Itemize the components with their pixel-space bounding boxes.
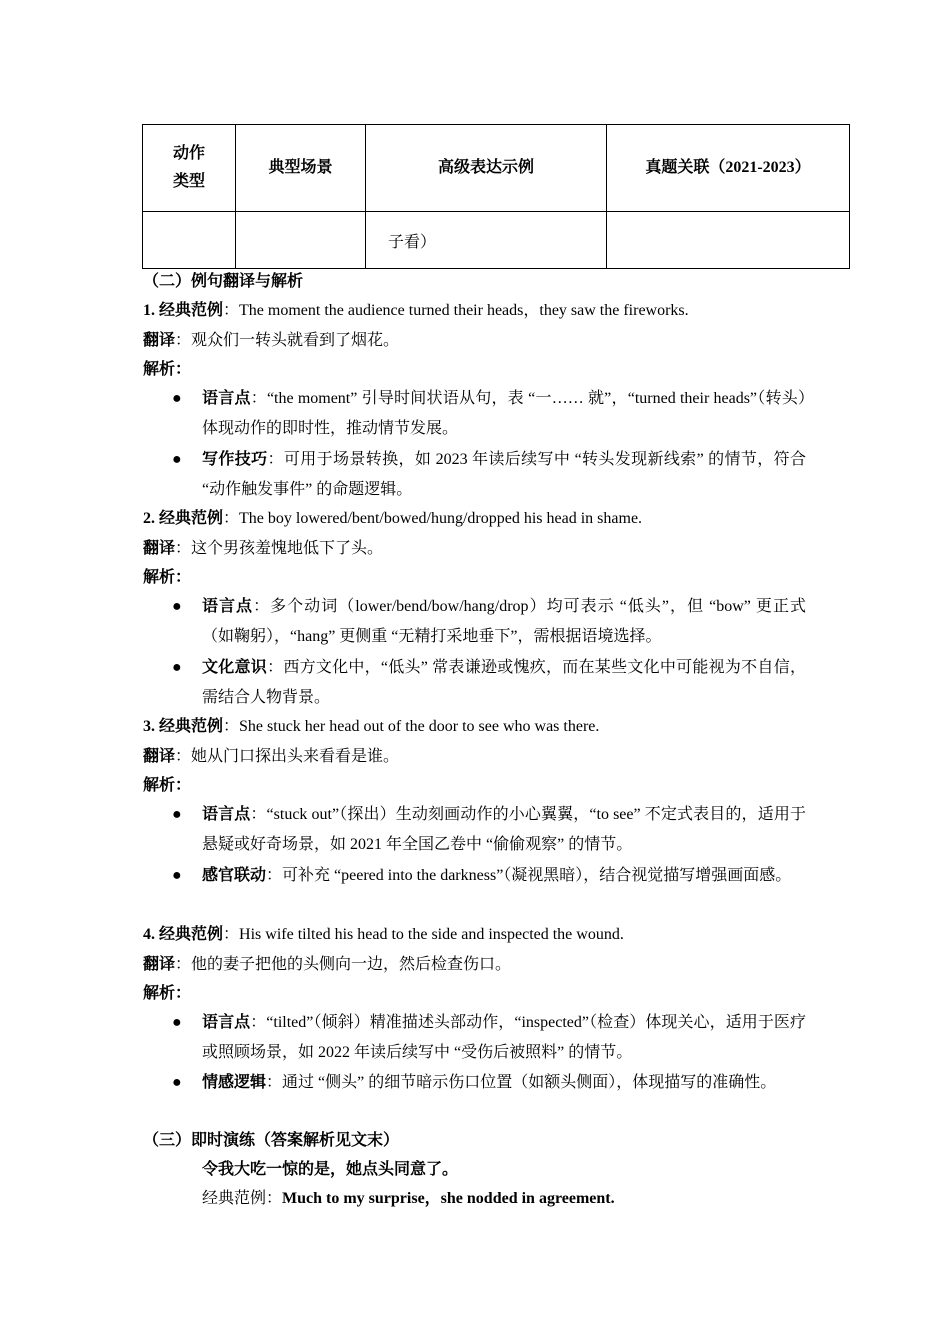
example-label: 2. 经典范例 <box>143 510 224 527</box>
practice-example-text: Much to my surprise，she nodded in agreement. <box>282 1190 615 1207</box>
point-4-1: 语言点：“tilted”（倾斜）精准描述头部动作，“inspected”（检查）体现关心，适用于医疗或照顾场景，如 2022 年读后续写中 “受伤后被照料” 的情节。 <box>202 1014 806 1061</box>
point-text: “the moment” 引导时间状语从句，表 “一…… 就”，“turned their heads”（转头）体现动作的即时性，推动情节发展。 <box>202 390 806 437</box>
example-sentence: She stuck her head out of the door to see who was there. <box>239 718 600 735</box>
bullet-icon: ● <box>172 659 182 676</box>
table-header-scene: 典型场景 <box>236 125 366 212</box>
example-1-line: 1. 经典范例：The moment the audience turned their heads，they saw the fireworks. <box>143 302 689 319</box>
translation-label: 翻译 <box>143 748 176 765</box>
bullet-icon: ● <box>172 390 182 407</box>
example-label: 4. 经典范例 <box>143 926 224 943</box>
example-sentence: The moment the audience turned their heads，they saw the fireworks. <box>239 302 689 319</box>
bullet-icon: ● <box>172 1074 182 1091</box>
bullet-icon: ● <box>172 598 182 615</box>
point-text: “stuck out”（探出）生动刻画动作的小心翼翼，“to see” 不定式表目的，适用于悬疑或好奇场景，如 2021 年全国乙卷中 “偷偷观察” 的情节。 <box>202 806 806 853</box>
analysis-3-line: 解析： <box>143 777 192 794</box>
translation-text: 他的妻子把他的头侧向一边，然后检查伤口。 <box>191 956 512 973</box>
point-3-1: 语言点：“stuck out”（探出）生动刻画动作的小心翼翼，“to see” 不定式表目的，适用于悬疑或好奇场景，如 2021 年全国乙卷中 “偷偷观察” 的情节。 <box>202 806 806 853</box>
point-label: 情感逻辑 <box>202 1074 267 1091</box>
practice-example-label: 经典范例： <box>202 1190 283 1207</box>
point-label: 语言点 <box>202 598 254 615</box>
translation-2-line: 翻译：这个男孩羞愧地低下了头。 <box>143 540 384 557</box>
section3-title: （三）即时演练（答案解析见文末） <box>143 1132 400 1149</box>
translation-3-line: 翻译：她从门口探出头来看看是谁。 <box>143 748 400 765</box>
example-sentence: His wife tilted his head to the side and inspected the wound. <box>239 926 624 943</box>
translation-text: 这个男孩羞愧地低下了头。 <box>191 540 384 557</box>
analysis-2-line: 解析： <box>143 569 192 586</box>
point-label: 感官联动 <box>202 867 267 884</box>
point-text: 可用于场景转换，如 2023 年读后续写中 “转头发现新线索” 的情节，符合 “动作触发事件” 的命题逻辑。 <box>202 451 806 498</box>
section2-title: （二）例句翻译与解析 <box>143 273 304 290</box>
point-2-1: 语言点：多个动词（lower/bend/bow/hang/drop）均可表示 “低头”，但 “bow” 更正式（如鞠躬），“hang” 更侧重 “无精打采地垂下”，需根据语境选择。 <box>202 598 806 645</box>
point-label: 语言点 <box>202 390 251 407</box>
practice-prompt: 令我大吃一惊的是，她点头同意了。 <box>202 1161 459 1178</box>
bullet-icon: ● <box>172 1014 182 1031</box>
analysis-4-line: 解析： <box>143 985 192 1002</box>
table-header-expression: 高级表达示例 <box>366 125 607 212</box>
practice-example-line <box>202 1189 615 1209</box>
bullet-icon: ● <box>172 867 182 884</box>
point-label: 文化意识 <box>202 659 268 676</box>
table-cell <box>607 212 850 269</box>
table-cell <box>143 212 236 269</box>
translation-4-line: 翻译：他的妻子把他的头侧向一边，然后检查伤口。 <box>143 956 512 973</box>
bullet-icon: ● <box>172 451 182 468</box>
table-cell <box>236 212 366 269</box>
table-cell-continuation: 子看） <box>366 212 607 269</box>
header-line-1: 动作 <box>172 145 205 162</box>
translation-label: 翻译 <box>143 540 176 557</box>
point-text: 通过 “侧头” 的细节暗示伤口位置（如额头侧面），体现描写的准确性。 <box>282 1074 777 1091</box>
point-label: 语言点 <box>202 806 251 823</box>
bullet-icon: ● <box>172 806 182 823</box>
analysis-1-line: 解析： <box>143 361 192 378</box>
point-text: 西方文化中，“低头” 常表谦逊或愧疚，而在某些文化中可能视为不自信，需结合人物背景。 <box>202 659 806 706</box>
point-text: “tilted”（倾斜）精准描述头部动作，“inspected”（检查）体现关心，适用于医疗或照顾场景，如 2022 年读后续写中 “受伤后被照料” 的情节。 <box>202 1014 806 1061</box>
example-3-line: 3. 经典范例：She stuck her head out of the door to see who was there. <box>143 718 600 735</box>
header-line-2: 类型 <box>172 173 205 190</box>
example-label: 3. 经典范例 <box>143 718 224 735</box>
translation-text: 观众们一转头就看到了烟花。 <box>191 332 400 349</box>
point-label: 语言点 <box>202 1014 251 1031</box>
example-sentence: The boy lowered/bent/bowed/hung/dropped his head in shame. <box>239 510 643 527</box>
translation-label: 翻译 <box>143 332 176 349</box>
table-header-action-type <box>143 125 236 212</box>
point-label: 写作技巧 <box>202 451 268 468</box>
translation-text: 她从门口探出头来看看是谁。 <box>191 748 400 765</box>
translation-1-line: 翻译：观众们一转头就看到了烟花。 <box>143 332 400 349</box>
point-1-1: 语言点：“the moment” 引导时间状语从句，表 “一…… 就”，“turned their heads”（转头）体现动作的即时性，推动情节发展。 <box>202 390 806 437</box>
point-2-2: 文化意识：西方文化中，“低头” 常表谦逊或愧疚，而在某些文化中可能视为不自信，需结合人物背景。 <box>202 659 806 706</box>
translation-label: 翻译 <box>143 956 176 973</box>
point-1-2: 写作技巧：可用于场景转换，如 2023 年读后续写中 “转头发现新线索” 的情节，符合 “动作触发事件” 的命题逻辑。 <box>202 451 806 498</box>
point-4-2: 情感逻辑：通过 “侧头” 的细节暗示伤口位置（如额头侧面），体现描写的准确性。 <box>202 1074 777 1091</box>
example-label: 1. 经典范例 <box>143 302 224 319</box>
example-2-line: 2. 经典范例：The boy lowered/bent/bowed/hung/dropped his head in shame. <box>143 510 643 527</box>
table-row <box>143 212 850 269</box>
point-text: 多个动词（lower/bend/bow/hang/drop）均可表示 “低头”，但 “bow” 更正式（如鞠躬），“hang” 更侧重 “无精打采地垂下”，需根据语境选择。 <box>202 598 806 645</box>
point-3-2: 感官联动：可补充 “peered into the darkness”（凝视黑暗），结合视觉描写增强画面感。 <box>202 867 792 884</box>
table-header-row <box>143 125 850 212</box>
table-header-exam-link: 真题关联（2021-2023） <box>607 125 850 212</box>
example-4-line: 4. 经典范例：His wife tilted his head to the side and inspected the wound. <box>143 926 624 943</box>
point-text: 可补充 “peered into the darkness”（凝视黑暗），结合视觉描写增强画面感。 <box>282 867 792 884</box>
expression-table <box>142 124 850 269</box>
